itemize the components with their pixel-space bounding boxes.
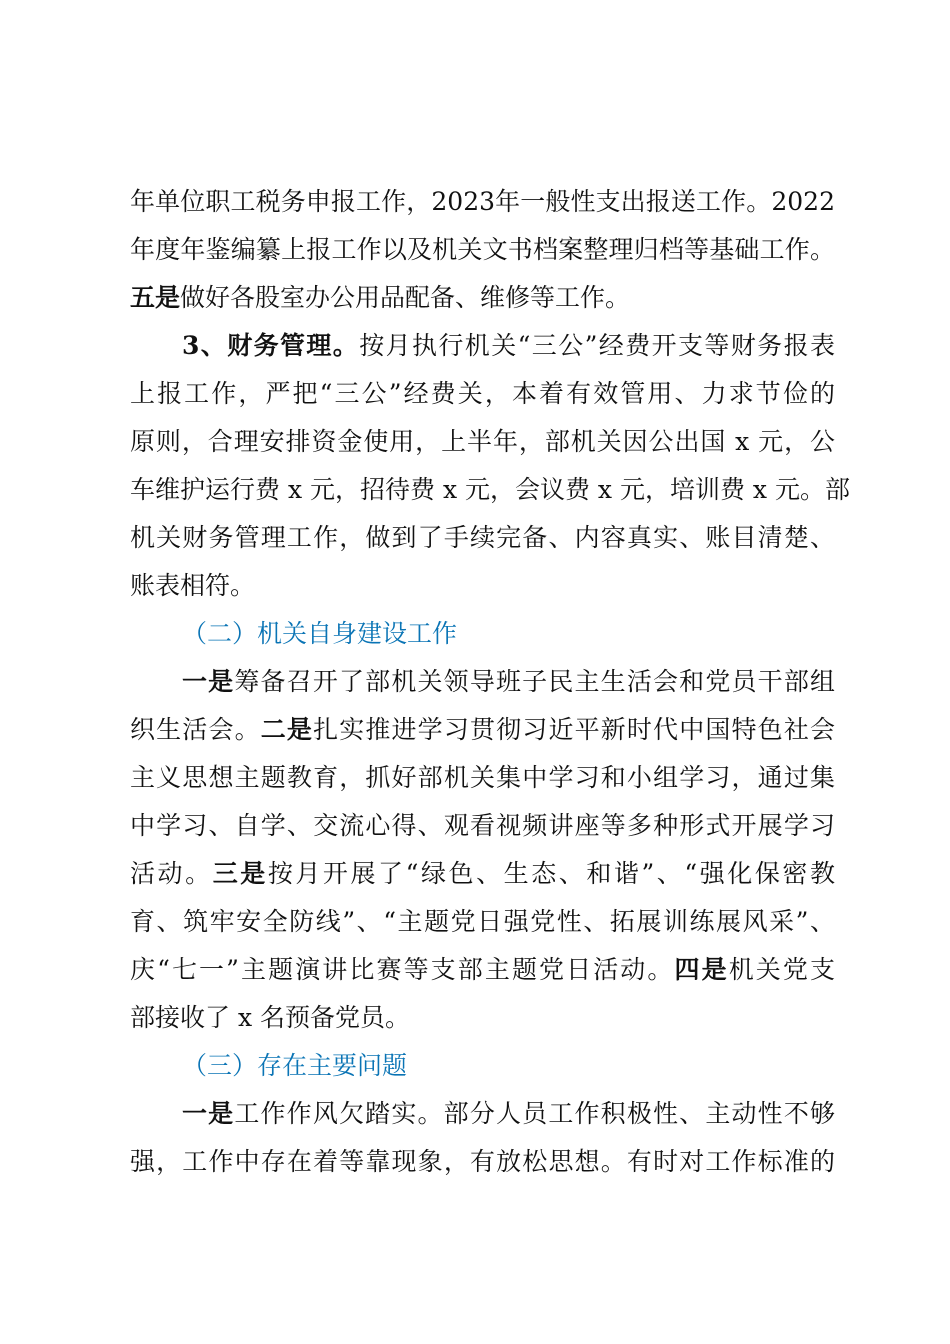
paragraph-line: 育、筑牢安全防线”、“主题党日强党性、拓展训练展风采”、: [130, 907, 835, 936]
item-text: 机关党支: [728, 955, 835, 984]
item-text: 按月开展了“绿色、生态、和谐”、“强化保密教: [267, 859, 835, 888]
paragraph-line: 部接收了 x 名预备党员。: [130, 1003, 410, 1032]
item-text: 扎实推进学习贯彻习近平新时代中国特色社会: [313, 715, 835, 744]
paragraph-line: [130, 946, 835, 994]
paragraph-line: 年度年鉴编纂上报工作以及机关文书档案整理归档等基础工作。: [130, 235, 835, 264]
paragraph-line: [130, 658, 835, 706]
paragraph-line: [130, 322, 835, 370]
paragraph-line: [130, 706, 835, 754]
section-heading: （二）机关自身建设工作: [182, 619, 458, 648]
paragraph-line: 机关财务管理工作，做到了手续完备、内容真实、账目清楚、: [130, 523, 835, 552]
paragraph-line: [130, 274, 835, 322]
paragraph-line: 上报工作，严把“三公”经费关，本着有效管用、力求节俭的: [130, 379, 835, 408]
section-heading: （三）存在主要问题: [182, 1051, 408, 1080]
item-label: 二是: [260, 715, 314, 744]
item-text: 筹备召开了部机关领导班子民主生活会和党员干部组: [234, 667, 835, 696]
finance-text: 按月执行机关“三公”经费开支等财务报表: [359, 331, 835, 360]
paragraph-line: 车维护运行费 x 元，招待费 x 元，会议费 x 元，培训费 x 元。部: [130, 475, 850, 504]
item-label: 四是: [674, 955, 729, 984]
paragraph-line: 强，工作中存在着等靠现象，有放松思想。有时对工作标准的: [130, 1147, 835, 1176]
paragraph-line: 原则，合理安排资金使用，上半年，部机关因公出国 x 元，公: [130, 427, 835, 456]
paragraph-line: 主义思想主题教育，抓好部机关集中学习和小组学习，通过集: [130, 763, 835, 792]
item-text: 活动。: [130, 859, 213, 888]
item-label: 一是: [182, 1099, 235, 1128]
paragraph-line: 年单位职工税务申报工作，2023年一般性支出报送工作。2022: [130, 187, 835, 216]
item-label: 三是: [212, 859, 268, 888]
item-label: 一是: [182, 667, 235, 696]
paragraph-line: [130, 850, 835, 898]
item-text: 做好各股室办公用品配备、维修等工作。: [180, 283, 631, 312]
item-text: 庆“七一”主题演讲比赛等支部主题党日活动。: [130, 955, 675, 984]
paragraph-line: 账表相符。: [130, 571, 256, 600]
finance-label: 3、财务管理。: [182, 331, 360, 360]
document-page: [130, 178, 850, 1186]
paragraph-line: [130, 1090, 835, 1138]
item-label: 五是: [130, 283, 181, 312]
item-text: 工作作风欠踏实。部分人员工作积极性、主动性不够: [234, 1099, 835, 1128]
paragraph-line: 中学习、自学、交流心得、观看视频讲座等多种形式开展学习: [130, 811, 835, 840]
item-text: 织生活会。: [130, 715, 261, 744]
